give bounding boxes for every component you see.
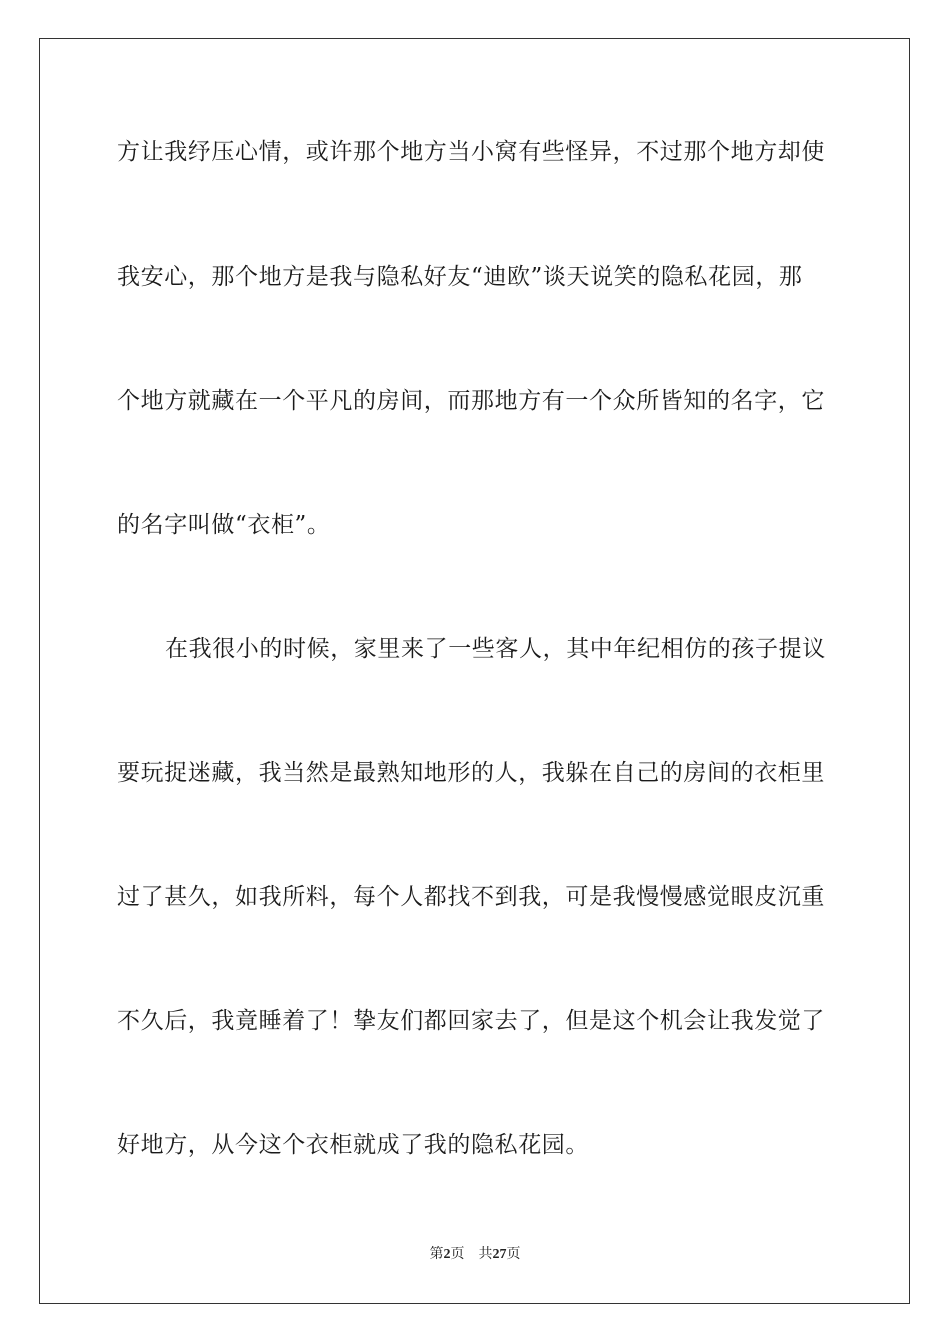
paragraph-line: 过了甚久，如我所料，每个人都找不到我，可是我慢慢感觉眼皮沉重	[117, 884, 825, 910]
paragraph-line: 好地方，从今这个衣柜就成了我的隐私花园。	[117, 1132, 589, 1158]
paragraph-line: 不久后，我竟睡着了！挚友们都回家去了，但是这个机会让我发觉了	[117, 1008, 825, 1034]
total-pages: 27	[492, 1247, 507, 1262]
total-prefix: 共	[478, 1247, 493, 1262]
paragraph-line: 我安心，那个地方是我与隐私好友“迪欧”谈天说笑的隐私花园，那	[117, 264, 803, 290]
paragraph-line: 方让我纾压心情，或许那个地方当小窝有些怪异，不过那个地方却使	[117, 139, 825, 165]
page-footer	[0, 1245, 950, 1265]
paragraph-line: 的名字叫做“衣柜”。	[117, 512, 331, 538]
page-suffix: 页	[450, 1247, 465, 1262]
page-border	[39, 38, 910, 1304]
paragraph-line: 在我很小的时候，家里来了一些客人，其中年纪相仿的孩子提议	[165, 636, 826, 662]
total-suffix: 页	[506, 1247, 521, 1262]
paragraph-line: 要玩捉迷藏，我当然是最熟知地形的人，我躲在自己的房间的衣柜里	[117, 760, 825, 786]
page-prefix: 第	[429, 1247, 444, 1262]
page-number: 2	[443, 1247, 451, 1262]
paragraph-line: 个地方就藏在一个平凡的房间，而那地方有一个众所皆知的名字，它	[117, 388, 825, 414]
